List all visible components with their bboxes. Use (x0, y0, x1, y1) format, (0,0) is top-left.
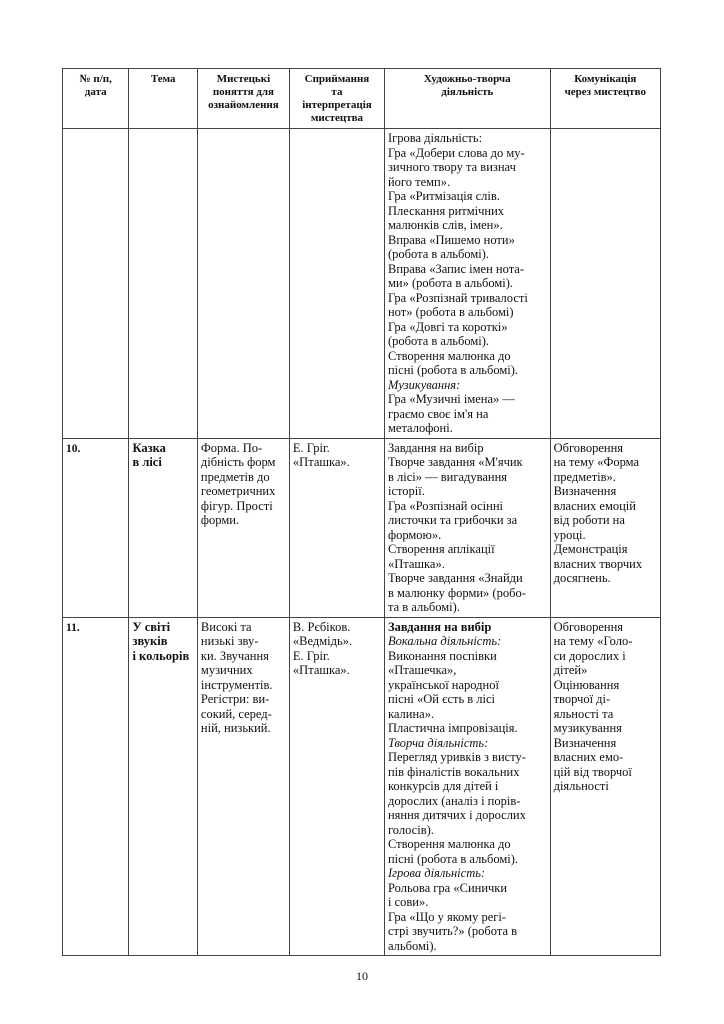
row-activity (384, 129, 550, 439)
text-line: предметів до (200, 469, 270, 484)
text-line: Високі та (200, 619, 252, 634)
activity-line: «Пташка». (387, 556, 445, 571)
text-line: власних емо- (553, 750, 624, 764)
activity-line: Створення аплікації (387, 542, 495, 556)
text-line: звуків (132, 634, 168, 648)
text-line: власних творчих (553, 556, 643, 571)
row-concepts (197, 129, 289, 439)
text-line: дата (84, 86, 107, 98)
activity-line: (робота в альбомі). (387, 247, 490, 261)
text-line: низькі зву- (200, 634, 259, 648)
row-number (63, 129, 129, 439)
row-theme (129, 129, 197, 439)
activity-line: Перегляд уривків з висту- (387, 750, 526, 764)
text-line: діяльність (441, 86, 494, 98)
text-line: інструментів. (200, 677, 273, 692)
header-art-concepts (197, 69, 289, 129)
text-line: музичних (200, 663, 253, 677)
row-perception (289, 438, 384, 617)
row-communication (550, 438, 660, 617)
row-activity (384, 617, 550, 956)
activity-line: пісні (робота в альбомі). (387, 851, 519, 866)
activity-line: в лісі» — вигадування (387, 469, 508, 484)
activity-line: зичного твору та визнач (387, 160, 516, 174)
text-line: Казка (132, 440, 166, 455)
text-line: Обговорення (553, 440, 624, 455)
text-line: Обговорення (553, 619, 624, 634)
text-line: яльності та (553, 706, 614, 721)
text-line: Регістри: ви- (200, 692, 270, 706)
activity-line: Гра «Розпізнай тривалості (387, 290, 528, 305)
activity-line: малюнків слів, імен». (387, 218, 503, 232)
header-number-date (63, 69, 129, 129)
text-line: уроці. (553, 527, 586, 542)
row-perception (289, 129, 384, 439)
text-line: власних емоцій (553, 498, 636, 513)
text-line: Визначення (553, 484, 617, 498)
activity-line: конкурсів для дітей і (387, 779, 499, 793)
text-line: діяльності (553, 779, 609, 793)
activity-line: Завдання на вибір (387, 440, 484, 455)
text-line: «Пташка». (292, 455, 350, 469)
row-perception (289, 617, 384, 956)
activity-line: Виконання поспівки (387, 648, 497, 663)
text-line: творчої ді- (553, 692, 611, 706)
text-line: дітей» (553, 663, 588, 677)
activity-line: Вокальна діяльність: (387, 634, 502, 648)
header-creative-activity (384, 69, 550, 129)
row-activity (384, 438, 550, 617)
text-line: Сприймання (304, 73, 370, 85)
text-line: цій від творчої (553, 764, 632, 779)
text-line: «Ведмідь». (292, 634, 353, 648)
activity-line: Створення малюнка до (387, 837, 511, 851)
text-line: сокий, серед- (200, 706, 272, 721)
text-line: ки. Звучання (200, 648, 269, 663)
text-line: Е. Гріг. (292, 440, 330, 455)
activity-line: Створення малюнка до (387, 348, 511, 363)
activity-line: альбомі). (387, 938, 437, 953)
text-line: геометричних (200, 484, 276, 498)
header-communication (550, 69, 660, 129)
table-row (63, 129, 661, 439)
table-row (63, 438, 661, 617)
text-line: мистецтва (310, 112, 364, 124)
activity-line: Гра «Музичні імена» — (387, 392, 515, 406)
activity-line: Завдання на вибір (387, 619, 492, 634)
activity-line: Вправа «Запис імен нота- (387, 261, 525, 276)
activity-line: дорослих (аналіз і порів- (387, 793, 521, 808)
activity-line: Гра «Розпізнай осінні (387, 498, 504, 513)
row-communication (550, 129, 660, 439)
activity-line: нот» (робота в альбомі) (387, 305, 514, 319)
text-line: та (331, 86, 343, 98)
text-line: форми. (200, 513, 240, 527)
activity-line: ми» (робота в альбомі). (387, 276, 514, 290)
activity-line: Ігрова діяльність: (387, 131, 483, 145)
text-line: си дорослих і (553, 648, 626, 663)
activity-line: Творче завдання «Знайди (387, 571, 523, 585)
text-line: ній, низький. (200, 721, 271, 735)
activity-line: історії. (387, 484, 425, 498)
text-line: № п/п, (79, 73, 112, 85)
page-number: 10 (356, 969, 368, 983)
text-line: від роботи на (553, 513, 625, 527)
text-line: досягнень. (553, 571, 611, 585)
activity-line: Гра «Добери слова до му- (387, 145, 525, 160)
activity-line: і сови». (387, 895, 429, 909)
row-number: 11. (63, 617, 129, 956)
activity-line: граємо своє ім'я на (387, 406, 489, 421)
table-row (63, 617, 661, 956)
activity-line: Творче завдання «М'ячик (387, 455, 523, 469)
text-line: на тему «Голо- (553, 634, 633, 648)
table-header-row (63, 69, 661, 129)
activity-line: Ігрова діяльність: (387, 866, 486, 880)
text-line: Художньо-творча (423, 73, 511, 85)
text-line: в лісі (132, 455, 162, 469)
activity-line: «Пташечка», (387, 663, 457, 677)
activity-line: Плескання ритмічних (387, 203, 505, 218)
activity-line: стрі звучить?» (робота в (387, 924, 518, 938)
activity-line: української народної (387, 677, 499, 692)
text-line: і кольорів (132, 648, 190, 663)
text-line: Комунікація (574, 73, 637, 85)
row-concepts (197, 617, 289, 956)
activity-line: Рольова гра «Синички (387, 880, 508, 895)
text-line: У світі (132, 619, 171, 634)
activity-line: пісні «Ой єсть в лісі (387, 692, 496, 706)
activity-line: Пластична імпровізація. (387, 721, 518, 735)
text-line: Визначення (553, 735, 617, 750)
header-theme (129, 69, 197, 129)
text-line: інтерпретація (302, 99, 372, 111)
text-line: поняття для (212, 86, 275, 98)
activity-line: та в альбомі). (387, 600, 460, 614)
row-communication (550, 617, 660, 956)
activity-line: Музикування: (387, 377, 461, 392)
text-line: на тему «Форма (553, 455, 640, 469)
row-number: 10. (63, 438, 129, 617)
lesson-plan-table (62, 68, 661, 956)
activity-line: формою». (387, 527, 442, 542)
activity-line: металофоні. (387, 421, 453, 435)
text-line: фігур. Прості (200, 498, 273, 513)
activity-line: в малюнку форми» (робо- (387, 585, 526, 600)
activity-line: його темп». (387, 174, 451, 189)
text-line: Форма. По- (200, 440, 263, 455)
activity-line: Гра «Довгі та короткі» (387, 319, 508, 334)
text-line: дібність форм (200, 455, 276, 469)
row-concepts (197, 438, 289, 617)
activity-line: (робота в альбомі). (387, 334, 490, 348)
text-line: Тема (150, 73, 176, 85)
activity-line: няння дитячих і дорослих (387, 808, 526, 822)
text-line: Мистецькі (216, 73, 271, 85)
activity-line: голосів). (387, 822, 434, 837)
activity-line: пів фіналістів вокальних (387, 764, 520, 779)
header-perception (289, 69, 384, 129)
row-theme (129, 438, 197, 617)
activity-line: Гра «Що у якому регі- (387, 909, 507, 924)
text-line: Демонстрація (553, 542, 628, 556)
activity-line: Гра «Ритмізація слів. (387, 189, 500, 203)
row-theme (129, 617, 197, 956)
activity-line: пісні (робота в альбомі). (387, 363, 519, 377)
text-line: Е. Гріг. (292, 648, 330, 663)
activity-line: Творча діяльність: (387, 735, 489, 750)
text-line: через мистецтво (564, 86, 646, 98)
text-line: музикування (553, 721, 622, 735)
activity-line: листочки та грибочки за (387, 513, 518, 527)
text-line: предметів». (553, 469, 616, 484)
text-line: В. Рєбіков. (292, 619, 351, 634)
activity-line: Вправа «Пишемо ноти» (387, 232, 515, 247)
activity-line: калина». (387, 706, 435, 721)
text-line: ознайомлення (208, 99, 279, 111)
text-line: Оцінювання (553, 677, 620, 692)
text-line: «Пташка». (292, 663, 350, 677)
